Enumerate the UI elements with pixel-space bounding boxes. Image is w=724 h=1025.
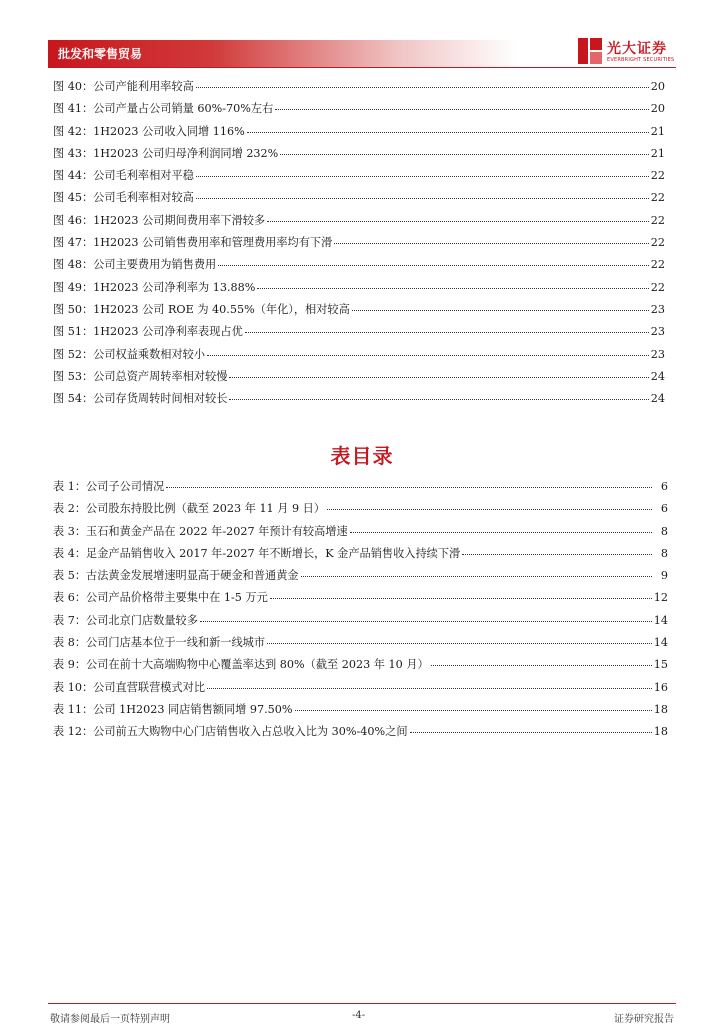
toc-leader: [196, 86, 649, 88]
toc-entry-label: 图 52：公司权益乘数相对较小: [53, 347, 206, 361]
toc-entry[interactable]: [48, 301, 668, 323]
toc-entry-page: 15: [653, 658, 668, 672]
everbright-logo-icon: [578, 38, 602, 64]
toc-entry-page: 22: [650, 236, 665, 250]
sector-title: 批发和零售贸易: [58, 47, 143, 61]
toc-leader: [229, 376, 648, 378]
toc-entry[interactable]: [48, 656, 668, 678]
toc-entry-label: 图 54：公司存货周转时间相对较长: [53, 392, 228, 406]
toc-entry-label: 表 10：公司直营联营模式对比: [53, 680, 206, 694]
toc-entry[interactable]: [48, 679, 668, 701]
toc-leader: [350, 531, 652, 533]
toc-entry[interactable]: [48, 545, 668, 567]
toc-entry[interactable]: [48, 100, 668, 122]
toc-entry[interactable]: [48, 145, 668, 167]
toc-leader: [352, 309, 649, 311]
toc-entry[interactable]: [48, 123, 668, 145]
toc-entry[interactable]: [48, 612, 668, 634]
toc-entry-label: 图 40：公司产能利用率较高: [53, 80, 194, 93]
toc-entry-page: 20: [650, 80, 665, 93]
toc-entry-page: 22: [650, 280, 665, 294]
toc-entry-page: 8: [660, 546, 668, 560]
toc-entry-page: 21: [650, 146, 665, 160]
toc-leader: [196, 197, 649, 199]
toc-entry-label: 表 12：公司前五大购物中心门店销售收入占总收入比为 30%-40%之间: [53, 725, 408, 739]
toc-leader: [196, 175, 649, 177]
toc-entry[interactable]: [48, 523, 668, 545]
toc-entry-label: 图 42：1H2023 公司收入同增 116%: [53, 124, 245, 138]
toc-leader: [257, 287, 648, 289]
toc-entry[interactable]: [48, 723, 668, 745]
toc-entry-page: 12: [653, 591, 668, 605]
toc-entry-page: 23: [650, 325, 665, 339]
toc-entry-label: 表 2：公司股东持股比例（截至 2023 年 11 月 9 日）: [53, 502, 326, 516]
toc-entry-label: 表 11：公司 1H2023 同店销售额同增 97.50%: [53, 702, 293, 716]
toc-entry-page: 14: [653, 636, 668, 650]
toc-entry-page: 21: [650, 124, 665, 138]
tables-section-title: 表目录: [330, 444, 394, 468]
toc-entry[interactable]: [48, 589, 668, 611]
toc-entry-page: 22: [650, 258, 665, 272]
toc-entry-page: 9: [660, 569, 668, 583]
toc-entry-page: 22: [650, 191, 665, 205]
toc-entry-label: 图 45：公司毛利率相对较高: [53, 191, 194, 205]
toc-leader: [270, 597, 652, 599]
toc-leader: [229, 398, 648, 400]
figures-toc: [48, 78, 668, 412]
toc-entry[interactable]: [48, 567, 668, 589]
toc-entry-page: 8: [660, 524, 668, 538]
toc-leader: [245, 331, 649, 333]
toc-entry-page: 16: [653, 680, 668, 694]
toc-leader: [247, 131, 649, 133]
toc-leader: [200, 620, 652, 622]
toc-entry[interactable]: [48, 189, 668, 211]
toc-entry[interactable]: [48, 279, 668, 301]
toc-entry-page: 6: [660, 502, 668, 516]
toc-entry-page: 22: [650, 169, 665, 183]
toc-entry-label: 图 43：1H2023 公司归母净利润同增 232%: [53, 146, 279, 160]
toc-entry-page: 22: [650, 213, 665, 227]
toc-leader: [327, 508, 652, 510]
toc-entry[interactable]: [48, 390, 668, 412]
toc-leader: [207, 354, 649, 356]
toc-entry-label: 表 5：古法黄金发展增速明显高于硬金和普通黄金: [53, 569, 299, 583]
header-rule: [48, 67, 676, 68]
toc-entry-page: 18: [653, 725, 668, 739]
toc-entry-label: 表 1：公司子公司情况: [53, 480, 165, 493]
toc-entry-label: 表 4：足金产品销售收入 2017 年-2027 年不断增长，K 金产品销售收入持续下滑: [53, 546, 461, 560]
toc-entry-label: 表 3：玉石和黄金产品在 2022 年-2027 年预计有较高增速: [53, 524, 348, 538]
toc-entry-label: 表 6：公司产品价格带主要集中在 1-5 万元: [53, 591, 268, 605]
toc-leader: [431, 664, 652, 666]
toc-entry[interactable]: [48, 212, 668, 234]
toc-entry-label: 图 41：公司产量占公司销量 60%-70%左右: [53, 102, 274, 116]
toc-entry-label: 图 44：公司毛利率相对平稳: [53, 169, 194, 183]
toc-entry-label: 表 8：公司门店基本位于一线和新一线城市: [53, 636, 266, 650]
tables-toc: [48, 478, 668, 746]
toc-leader: [280, 153, 648, 155]
toc-entry-label: 表 9：公司在前十大高端购物中心覆盖率达到 80%（截至 2023 年 10 月）: [53, 658, 429, 672]
toc-entry-page: 6: [660, 480, 668, 493]
toc-entry-page: 14: [653, 613, 668, 627]
toc-leader: [218, 264, 649, 266]
toc-entry-page: 18: [653, 702, 668, 716]
toc-entry[interactable]: [48, 478, 668, 500]
toc-entry[interactable]: [48, 368, 668, 390]
toc-leader: [295, 709, 652, 711]
toc-entry[interactable]: [48, 701, 668, 723]
toc-leader: [267, 220, 649, 222]
toc-leader: [462, 553, 652, 555]
logo-english: EVERBRIGHT SECURITIES: [607, 57, 675, 63]
toc-leader: [267, 642, 652, 644]
footer-disclaimer: 敬请参阅最后一页特别声明: [50, 1014, 170, 1025]
logo-name: 光大证券: [607, 41, 667, 57]
toc-entry-label: 图 51：1H2023 公司净利率表现占优: [53, 325, 243, 339]
page-number: -4-: [352, 1010, 366, 1021]
toc-entry[interactable]: [48, 256, 668, 278]
toc-leader: [275, 108, 648, 110]
footer-rule: [48, 1003, 676, 1004]
toc-leader: [301, 575, 652, 577]
toc-entry-label: 图 48：公司主要费用为销售费用: [53, 258, 217, 272]
toc-entry[interactable]: [48, 634, 668, 656]
toc-entry-page: 23: [650, 302, 665, 316]
toc-entry[interactable]: [48, 500, 668, 522]
toc-entry-label: 图 53：公司总资产周转率相对较慢: [53, 369, 228, 383]
toc-entry-page: 24: [650, 392, 665, 406]
toc-leader: [334, 242, 648, 244]
toc-entry-page: 24: [650, 369, 665, 383]
toc-leader: [207, 687, 652, 689]
toc-leader: [410, 731, 652, 733]
toc-entry[interactable]: [48, 346, 668, 368]
toc-entry-label: 图 49：1H2023 公司净利率为 13.88%: [53, 280, 256, 294]
toc-entry-page: 23: [650, 347, 665, 361]
toc-leader: [166, 486, 652, 488]
toc-entry-label: 表 7：公司北京门店数量较多: [53, 613, 198, 627]
toc-entry-label: 图 47：1H2023 公司销售费用率和管理费用率均有下滑: [53, 236, 333, 250]
report-type: 证券研究报告: [614, 1014, 674, 1025]
toc-entry[interactable]: [48, 323, 668, 345]
toc-entry-label: 图 46：1H2023 公司期间费用率下滑较多: [53, 213, 266, 227]
toc-entry[interactable]: [48, 234, 668, 256]
toc-entry[interactable]: [48, 167, 668, 189]
toc-entry[interactable]: [48, 78, 668, 100]
toc-entry-label: 图 50：1H2023 公司 ROE 为 40.55%（年化），相对较高: [53, 302, 350, 316]
toc-entry-page: 20: [650, 102, 665, 116]
